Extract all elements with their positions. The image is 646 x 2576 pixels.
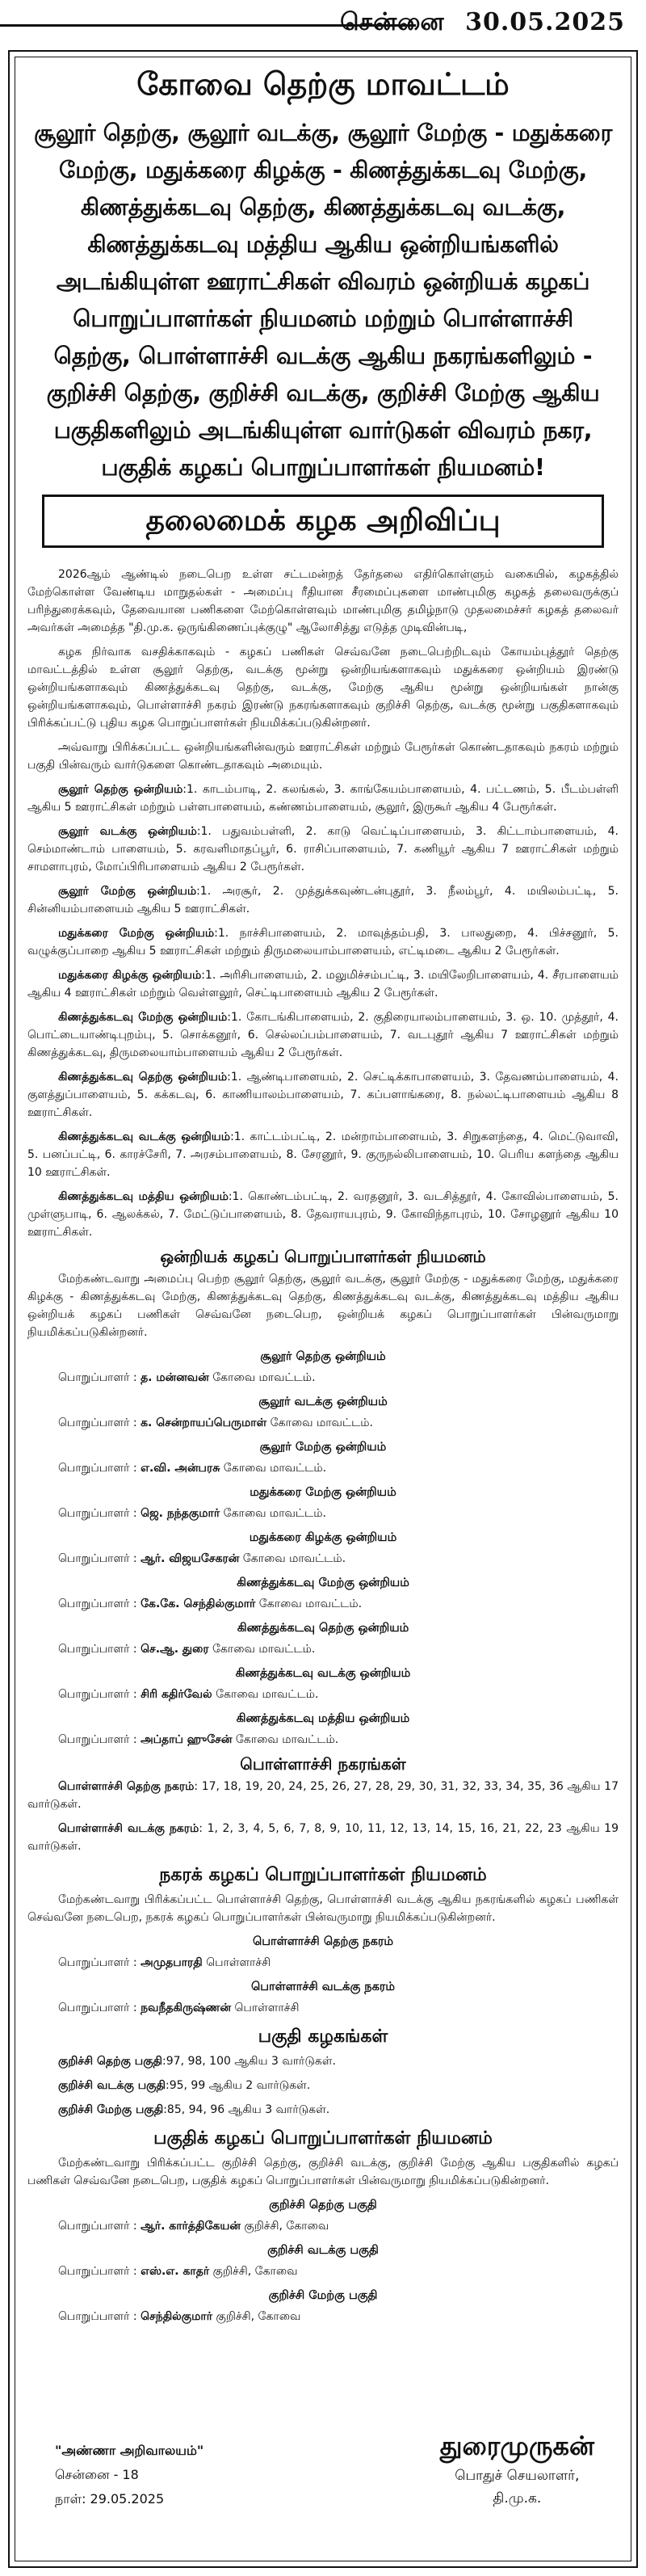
union-entry: சூலூர் மேற்கு ஒன்றியம்:1. அரசூர், 2. முத்துக்கவுண்டன்புதூர், 3. நீலம்பூர், 4. மயிலம்பட்டி, 5. சின்னியம்பாளையம் ஆகிய 5 ஊராட்சிகள். — [27, 885, 619, 915]
footer-office: "அண்ணா அறிவாலயம்" — [55, 2443, 204, 2458]
union-appointments-intro: மேற்கண்டவாறு அமைப்பு பெற்ற சூலூர் தெற்கு, சூலூர் வடக்கு, சூலூர் மேற்கு - மதுக்கரை மேற்கு, மதுக்கரை கிழக்கு - கிணத்துக்கடவு மேற்கு, கிணத்துக்கடவு தெற்கு, கிணத்துக்கடவு வடக்கு, கிணத்துக்கடவு மத்திய ஆகிய ஒன்றியக் கழகப் பணிகள் செவ்வனே நடைபெற, ஒன்றியக் கழகப் பொறுப்பாளர்கள் பின்வருமாறு நியமிக்கப்படுகின்றனர். — [27, 1273, 619, 1339]
town-appointments-heading: நகரக் கழகப் பொறுப்பாளர்கள் நியமனம் — [159, 1865, 487, 1885]
appointment-unit: கிணத்துக்கடவு மத்திய ஒன்றியம் — [236, 1712, 410, 1725]
appointment-unit: குறிச்சி மேற்கு பகுதி — [268, 2289, 378, 2302]
signatory-party: தி.மு.க. — [493, 2490, 542, 2507]
appointment-entry: பொறுப்பாளர் : எ.வி. அன்பரசு கோவை மாவட்டம். — [58, 1462, 327, 1475]
area-entry: குறிச்சி வடக்கு பகுதி:95, 99 ஆகிய 2 வார்டுகள். — [58, 2079, 311, 2092]
footer-address — [55, 2439, 203, 2511]
town-appointments-intro: மேற்கண்டவாறு பிரிக்கப்பட்ட பொள்ளாச்சி தெற்கு, பொள்ளாச்சி வடக்கு ஆகிய நகரங்களில் கழகப் பணிகள் செவ்வனே நடைபெற, நகரக் கழகப் பொறுப்பாளர்கள் பின்வருமாறு நியமிக்கப்படுகின்றனர். — [27, 1893, 619, 1924]
appointment-unit: மதுக்கரை மேற்கு ஒன்றியம் — [250, 1486, 396, 1499]
header-date: 30.05.2025 — [465, 8, 625, 36]
appointment-unit: சூலூர் வடக்கு ஒன்றியம் — [258, 1395, 388, 1408]
appointment-entry: பொறுப்பாளர் : செந்தில்குமார் குறிச்சி, கோவை — [58, 2310, 301, 2323]
appointment-entry: பொறுப்பாளர் : நவநீதகிருஷ்ணன் பொள்ளாச்சி — [58, 2001, 300, 2014]
appointment-entry: பொறுப்பாளர் : கே.கே. செந்தில்குமார் கோவை மாவட்டம். — [58, 1597, 363, 1610]
appointment-unit: கிணத்துக்கடவு மேற்கு ஒன்றியம் — [237, 1576, 409, 1589]
union-entry: சூலூர் வடக்கு ஒன்றியம்:1. பதுவம்பள்ளி, 2. காடு வெட்டிப்பாளையம், 3. கிட்டாம்பாளையம், 4. செம்மாண்டாம் பாளையம், 5. கரவளிமாதப்பூர், 6. ராசிப்பாளையம், 7. கணியூர் ஆகிய 7 ஊராட்சிகள் மற்றும் சாமளாபுரம், மோப்பிரிபாளையம் ஆகிய 2 பேரூர்கள். — [27, 825, 619, 873]
union-entry: கிணத்துக்கடவு மேற்கு ஒன்றியம்:1. கோடங்கிபாளையம், 2. குதிரையாலம்பாளையம், 3. ஒ. 10. முத்தூர், 4. பொட்டையாண்டிபுறம்பு, 5. சொக்கனூர், 6. செல்லப்பம்பாளையம், 7. வடபுதூர் ஆகிய 7 ஊராட்சிகள் மற்றும் கிணத்துக்கடவு, திருமலையாம்பாளையம் ஆகிய 2 பேரூர்கள். — [27, 1011, 619, 1059]
intro-paragraph-1: 2026ஆம் ஆண்டில் நடைபெற உள்ள சட்டமன்றத் தேர்தலை எதிர்கொள்ளும் வகையில், கழகத்தில் மேற்கொள்ள வேண்டிய மாறுதல்கள் - அமைப்பு ரீதியான சீரமைப்புகளை மாண்புமிகு கழகத் தலைவருக்குப் பரிந்துரைக்கவும், தேவையான பணிகளை மேற்கொள்ளவும் மாண்புமிகு தமிழ்நாடு முதலமைச்சர் கழகத் தலைவர் அவர்கள் அமைத்த "தி.மு.க. ஒருங்கிணைப்புக்குழு" ஆலோசித்து எடுத்த முடிவின்படி, — [27, 568, 619, 634]
appointment-entry: பொறுப்பாளர் : ஆர். கார்த்திகேயன் குறிச்சி, கோவை — [58, 2220, 329, 2233]
town-entry: பொள்ளாச்சி வடக்கு நகரம்: 1, 2, 3, 4, 5, 6, 7, 8, 9, 10, 11, 12, 13, 14, 15, 16, 21, 22, 23 ஆகிய 19 வார்டுகள். — [27, 1822, 619, 1853]
appointment-entry: பொறுப்பாளர் : எஸ்.எ. காதர் குறிச்சி, கோவை — [58, 2265, 298, 2278]
appointment-entry: பொறுப்பாளர் : த. மன்னவன் கோவை மாவட்டம். — [58, 1371, 316, 1384]
page-header — [0, 0, 646, 52]
area-entry: குறிச்சி தெற்கு பகுதி:97, 98, 100 ஆகிய 3 வார்டுகள். — [58, 2055, 336, 2068]
intro-paragraph-2: கழக நிர்வாக வசதிக்காகவும் - கழகப் பணிகள் செவ்வனே நடைபெற்றிடவும் கோயம்புத்தூர் தெற்கு மாவட்டத்தில் உள்ள சூலூர் தெற்கு, வடக்கு மூன்று ஒன்றியங்களாகவும் மதுக்கரை ஒன்றியம் இரண்டு ஒன்றியங்களாகவும் கிணத்துக்கடவு தெற்கு, வடக்கு, மேற்கு ஆகிய மூன்று ஒன்றியங்கள் நான்கு ஒன்றியங்களாகவும், பொள்ளாச்சி நகரம் இரண்டு நகரங்களாகவும் குறிச்சி தெற்கு, வடக்கு மூன்று பகுதிகளாகவும் பிரிக்கப்பட்டு புதிய கழக பொறுப்பாளர்கள் நியமிக்கப்படுகின்றனர். — [27, 646, 619, 730]
towns-heading: பொள்ளாச்சி நகரங்கள் — [240, 1754, 406, 1774]
appointment-unit: சூலூர் தெற்கு ஒன்றியம் — [260, 1350, 386, 1363]
union-entry: கிணத்துக்கடவு வடக்கு ஒன்றியம்:1. காட்டம்பட்டி, 2. மன்றாம்பாளையம், 3. சிறுகளந்தை, 4. மெட்டுவாவி, 5. பனப்பட்டி, 6. காரச்சேரி, 7. அரசம்பாளையம், 8. சேரனூர், 9. குருநல்லிபாளையம், 10. பெரிய களந்தை ஆகிய 10 ஊராட்சிகள். — [27, 1130, 619, 1179]
area-appointments-intro: மேற்கண்டவாறு பிரிக்கப்பட்ட குறிச்சி தெற்கு, குறிச்சி வடக்கு, குறிச்சி மேற்கு ஆகிய பகுதிகளில் கழகப் பணிகள் செவ்வனே நடைபெற, பகுதிக் கழகப் பொறுப்பாளர்கள் பின்வருமாறு நியமிக்கப்படுகின்றனர். — [27, 2157, 619, 2187]
announcement-frame — [8, 50, 638, 2568]
footer-signature — [440, 2431, 594, 2510]
union-entry: சூலூர் தெற்கு ஒன்றியம்:1. காடம்பாடி, 2. கலங்கல், 3. காங்கேயம்பாளையம், 4. பட்டணம், 5. பீடம்பள்ளி ஆகிய 5 ஊராட்சிகள் மற்றும் பள்ளபாளையம், கண்ணம்பாளையம், சூலூர், இருகூர் ஆகிய 4 பேரூர்கள். — [27, 783, 619, 814]
appointment-unit: கிணத்துக்கடவு வடக்கு ஒன்றியம் — [235, 1667, 411, 1680]
union-entry: கிணத்துக்கடவு தெற்கு ஒன்றியம்:1. ஆண்டிபாளையம், 2. செட்டிக்காபாளையம், 3. தேவணம்பாளையம், 4. குளத்துப்பாளையம், 5. கக்கடவு, 6. காணியாலம்பாளையம், 7. கப்பளாங்கரை, 8. நல்லட்டிபாளையம் ஆகிய 8 ஊராட்சிகள். — [27, 1071, 619, 1119]
signatory-role: பொதுச் செயலாளர், — [455, 2468, 580, 2484]
announcement-footer — [27, 2431, 619, 2544]
area-appointments-heading: பகுதிக் கழகப் பொறுப்பாளர்கள் நியமனம் — [153, 2128, 493, 2149]
appointment-unit: கிணத்துக்கடவு தெற்கு ஒன்றியம் — [237, 1622, 409, 1635]
signatory-name: துரைமுருகன் — [439, 2431, 594, 2461]
union-appointments-heading: ஒன்றியக் கழகப் பொறுப்பாளர்கள் நியமனம் — [160, 1247, 486, 1266]
appointment-entry: பொறுப்பாளர் : க. சென்றாயப்பெருமாள் கோவை மாவட்டம். — [58, 1416, 373, 1429]
announcement-headline: கோவை தெற்கு மாவட்டம் — [136, 66, 510, 102]
header-city: சென்னை — [340, 8, 445, 36]
area-entry: குறிச்சி மேற்கு பகுதி:85, 94, 96 ஆகிய 3 வார்டுகள். — [58, 2103, 330, 2116]
appointment-entry: பொறுப்பாளர் : ஜெ. நந்தகுமார் கோவை மாவட்டம். — [58, 1507, 326, 1520]
appointment-unit: மதுக்கரை கிழக்கு ஒன்றியம் — [249, 1531, 397, 1544]
appointment-entry: பொறுப்பாளர் : அமுதபாரதி பொள்ளாச்சி — [58, 1956, 271, 1969]
appointment-unit: பொள்ளாச்சி தெற்கு நகரம் — [252, 1935, 393, 1948]
union-entry: மதுக்கரை கிழக்கு ஒன்றியம்:1. அரிசிபாளையம், 2. மலுமிச்சம்பட்டி, 3. மயிலேறிபாளையம், 4. சீரபாளையம் ஆகிய 4 ஊராட்சிகள் மற்றும் வெள்ளலூர், செட்டிபாளையம் ஆகிய 2 பேரூர்கள். — [27, 969, 619, 1000]
announcement-subhead: சூலூர் தெற்கு, சூலூர் வடக்கு, சூலூர் மேற்கு - மதுக்கரை மேற்கு, மதுக்கரை கிழக்கு - கிணத்துக்கடவு மேற்கு, கிணத்துக்கடவு தெற்கு, கிணத்துக்கடவு வடக்கு, கிணத்துக்கடவு மத்திய ஆகிய ஒன்றியங்களில் அடங்கியுள்ள ஊராட்சிகள் விவரம் ஒன்றியக் கழகப் பொறுப்பாளர்கள் நியமனம் மற்றும் பொள்ளாச்சி தெற்கு, பொள்ளாச்சி வடக்கு ஆகிய நகரங்களிலும் - குறிச்சி தெற்கு, குறிச்சி வடக்கு, குறிச்சி மேற்கு ஆகிய பகுதிகளிலும் அடங்கியுள்ள வார்டுகள் விவரம் நகர, பகுதிக் கழகப் பொறுப்பாளர்கள் நியமனம்! — [33, 120, 613, 481]
appointment-entry: பொறுப்பாளர் : அப்தாப் ஹுசேன் கோவை மாவட்டம். — [58, 1733, 339, 1746]
footer-city: சென்னை - 18 — [55, 2467, 139, 2482]
announcement-body — [27, 566, 619, 2332]
areas-heading: பகுதி கழகங்கள் — [258, 2027, 388, 2047]
union-entry: கிணத்துக்கடவு மத்திய ஒன்றியம்:1. கொண்டம்பட்டி, 2. வரதனூர், 3. வடசித்தூர், 4. கோவில்பாளையம், 5. முள்ளுபாடி, 6. ஆலக்கல், 7. மேட்டுப்பாளையம், 8. தேவராயபுரம், 9. கோவிந்தாபுரம், 10. சோழனூர் ஆகிய 10 ஊராட்சிகள். — [27, 1190, 619, 1239]
town-entry: பொள்ளாச்சி தெற்கு நகரம்: 17, 18, 19, 20, 24, 25, 26, 27, 28, 29, 30, 31, 32, 33, 34, 35, 36 ஆகிய 17 வார்டுகள். — [27, 1780, 619, 1811]
appointment-unit: குறிச்சி தெற்கு பகுதி — [269, 2199, 377, 2212]
appointment-entry: பொறுப்பாளர் : ஆர். விஜயசேகரன் கோவை மாவட்டம். — [58, 1552, 346, 1565]
appointment-unit: பொள்ளாச்சி வடக்கு நகரம் — [250, 1980, 396, 1993]
appointment-entry: பொறுப்பாளர் : சிரி கதிர்வேல் கோவை மாவட்டம். — [58, 1688, 319, 1701]
appointment-entry: பொறுப்பாளர் : செ.ஆ. துரை கோவை மாவட்டம். — [58, 1643, 316, 1656]
header-dateline — [340, 8, 625, 40]
headquarters-notice-title: தலைமைக் கழக அறிவிப்பு — [42, 495, 604, 548]
union-entry: மதுக்கரை மேற்கு ஒன்றியம்:1. நாச்சிபாளையம், 2. மாவுத்தம்பதி, 3. பாலதுறை, 4. பிச்சனூர், 5. வழுக்குப்பாறை ஆகிய 5 ஊராட்சிகள் மற்றும் திருமலையாம்பாளையம், எட்டிமடை ஆகிய 2 பேரூர்கள். — [27, 927, 619, 958]
intro-paragraph-3: அவ்வாறு பிரிக்கப்பட்ட ஒன்றியங்களின்வரும் ஊராட்சிகள் மற்றும் பேரூர்கள் கொண்டதாகவும் நகரம் மற்றும் பகுதி பின்வரும் வார்டுகளை கொண்டதாகவும் அமையும். — [27, 741, 619, 772]
footer-date: நாள்: 29.05.2025 — [55, 2491, 165, 2507]
appointment-unit: குறிச்சி வடக்கு பகுதி — [267, 2244, 379, 2257]
appointment-unit: சூலூர் மேற்கு ஒன்றியம் — [259, 1441, 387, 1454]
